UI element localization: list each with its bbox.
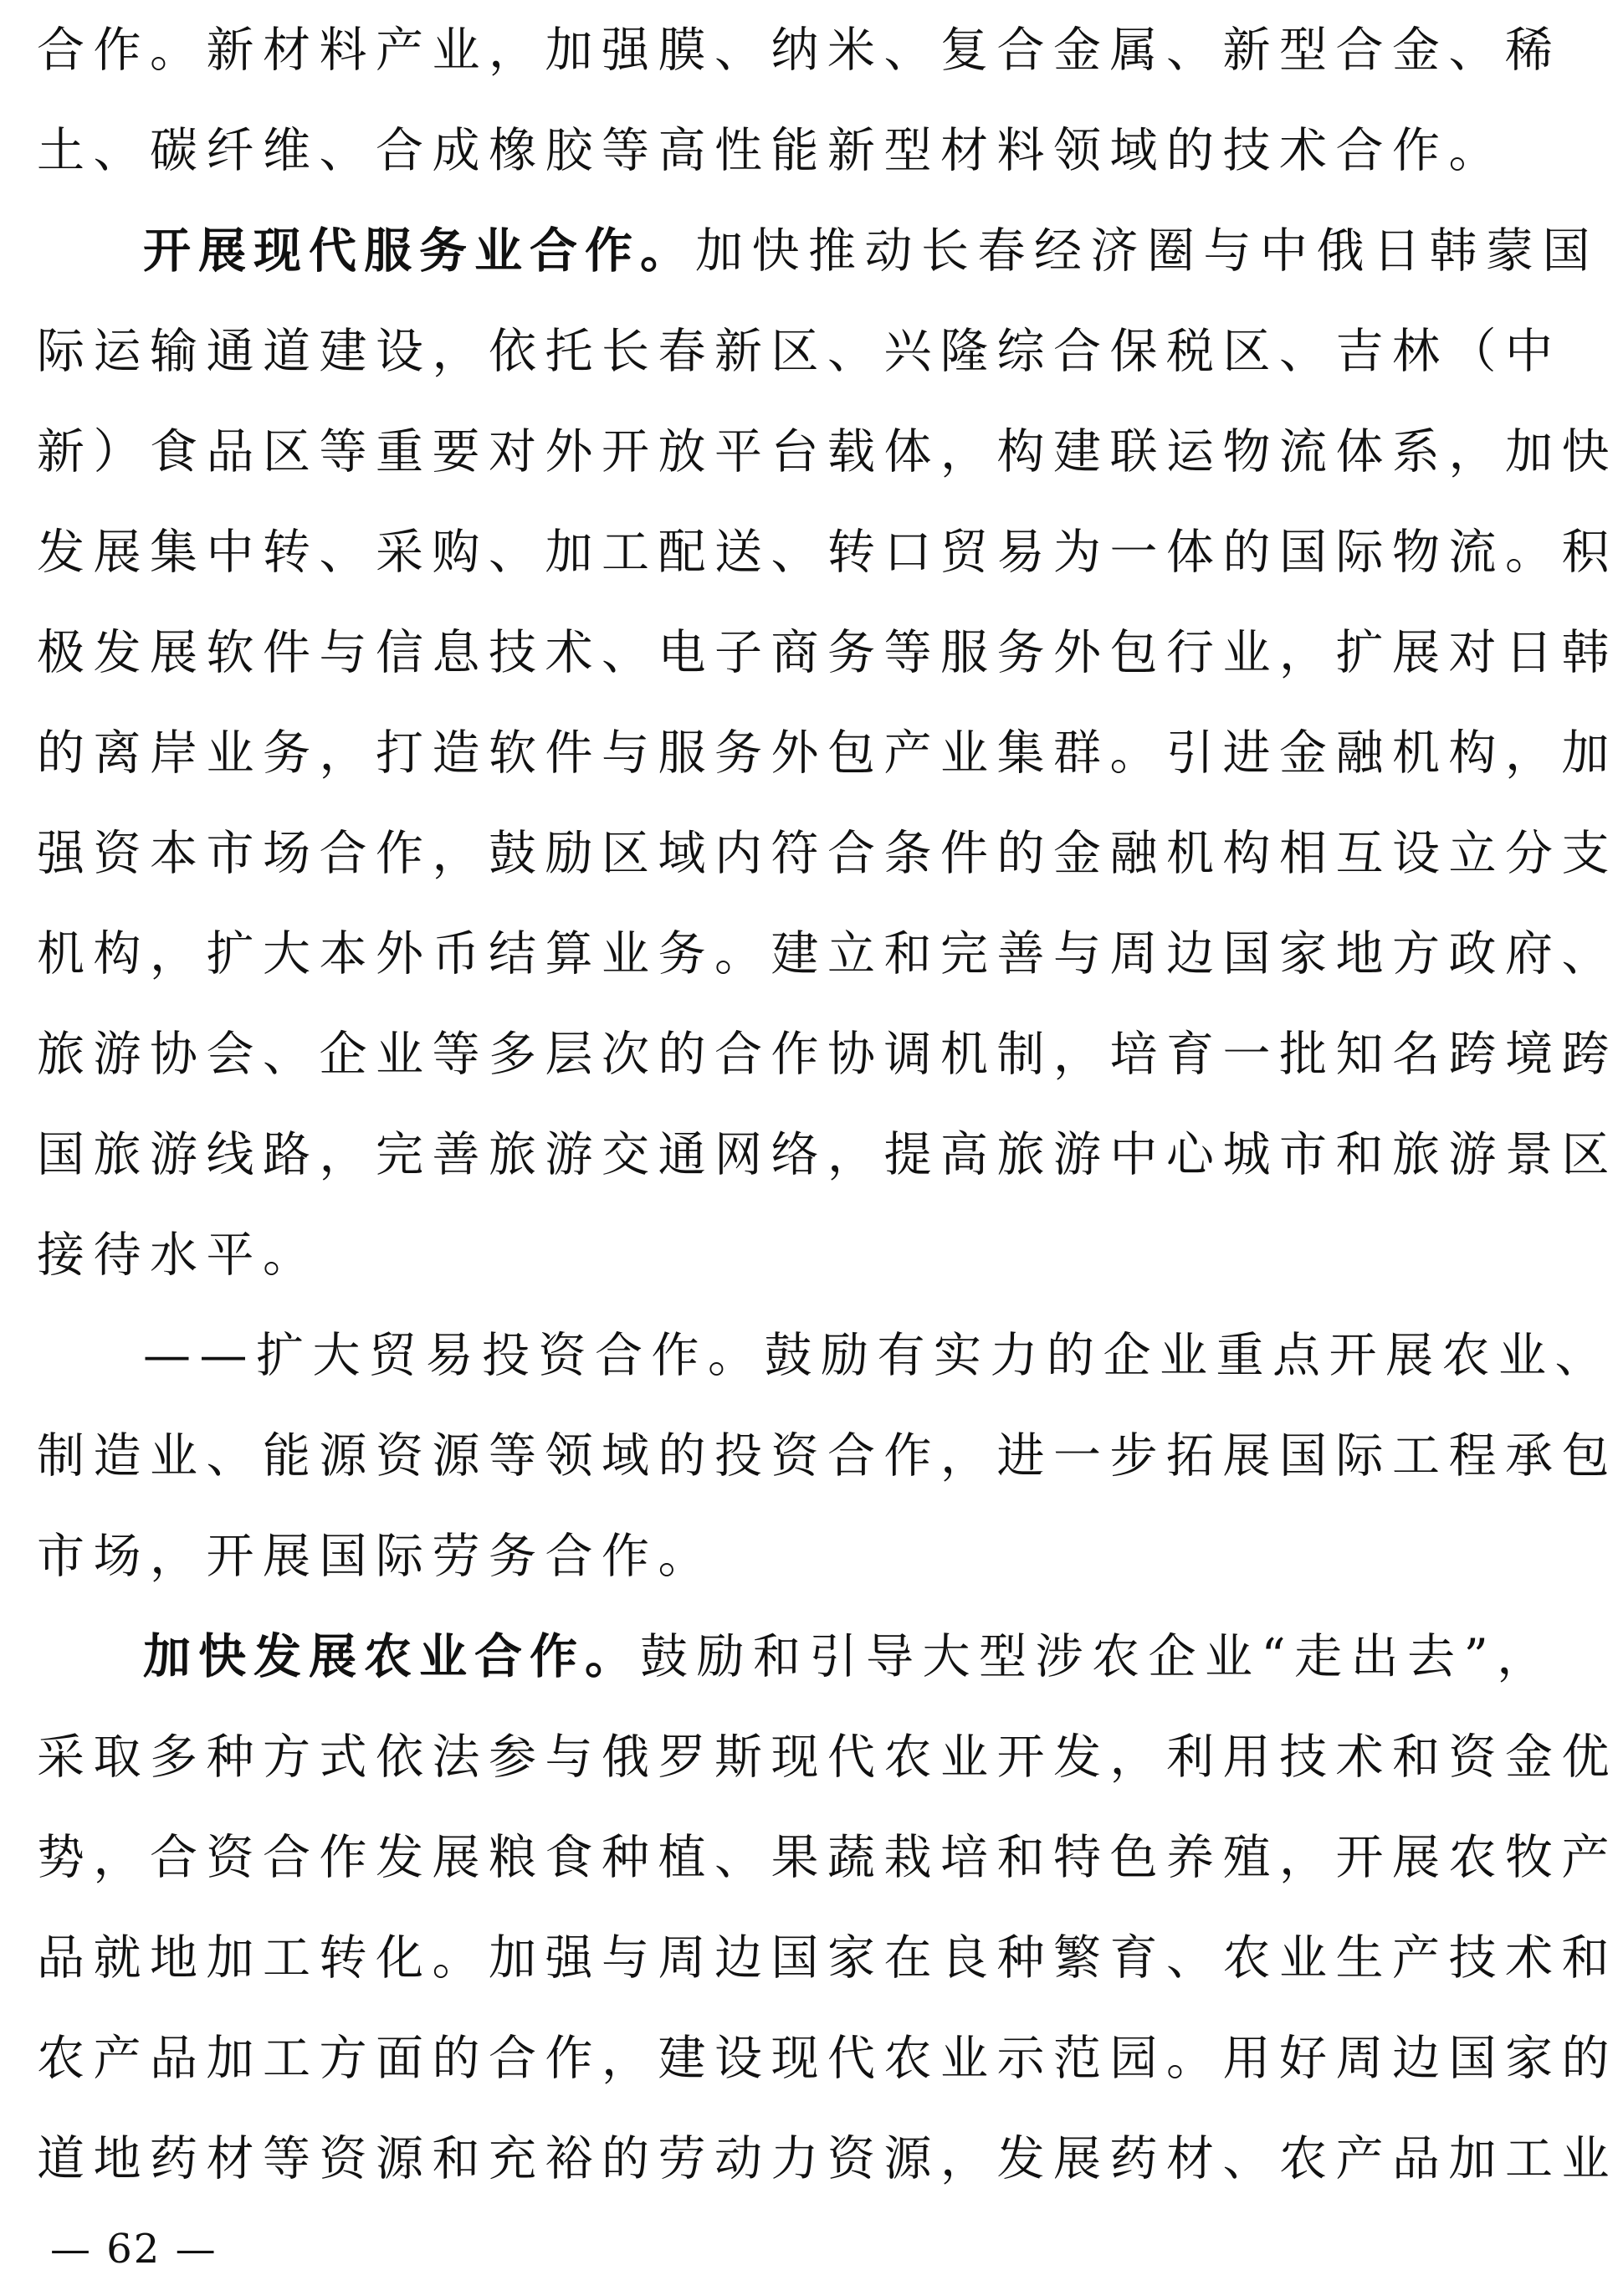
text-line: 发展集中转、采购、加工配送、转口贸易为一体的国际物流。积 bbox=[37, 525, 1618, 580]
text-line: 农产品加工方面的合作，建设现代农业示范园。用好周边国家的 bbox=[37, 2031, 1618, 2086]
text-run: 加快推动长春经济圈与中俄日韩蒙国 bbox=[695, 223, 1599, 279]
paragraph bbox=[37, 201, 1618, 1305]
page-number: — 62 — bbox=[50, 2226, 218, 2273]
text-line: 土、碳纤维、合成橡胶等高性能新型材料领域的技术合作。 bbox=[37, 123, 1505, 178]
text-line: ——扩大贸易投资合作。鼓励有实力的企业重点开展农业、 bbox=[143, 1328, 1611, 1383]
text-line bbox=[37, 1607, 1554, 1707]
text-line: 制造业、能源资源等领域的投资合作，进一步拓展国际工程承包 bbox=[37, 1428, 1618, 1484]
paragraph bbox=[37, 1305, 1618, 1607]
document-page bbox=[37, 0, 1618, 2209]
text-line: 接待水平。 bbox=[37, 1227, 320, 1283]
text-line: 的离岸业务，打造软件与服务外包产业集群。引进金融机构，加 bbox=[37, 725, 1618, 781]
text-line: 国旅游线路，完善旅游交通网络，提高旅游中心城市和旅游景区 bbox=[37, 1127, 1618, 1182]
text-line: 际运输通道建设，依托长春新区、兴隆综合保税区、吉林（中 bbox=[37, 324, 1562, 379]
text-line bbox=[37, 201, 1599, 301]
text-line: 强资本市场合作，鼓励区域内符合条件的金融机构相互设立分支 bbox=[37, 826, 1618, 881]
paragraph bbox=[37, 1607, 1618, 2209]
paragraph-heading: 开展现代服务业合作。 bbox=[143, 223, 695, 279]
text-line: 道地药材等资源和充裕的劳动力资源，发展药材、农产品加工业 bbox=[37, 2131, 1618, 2186]
text-line: 势，合资合作发展粮食种植、果蔬栽培和特色养殖，开展农牧产 bbox=[37, 1830, 1618, 1885]
text-run: 鼓励和引导大型涉农企业“走出去”， bbox=[640, 1629, 1554, 1684]
text-line: 机构，扩大本外币结算业务。建立和完善与周边国家地方政府、 bbox=[37, 926, 1618, 981]
text-line: 市场，开展国际劳务合作。 bbox=[37, 1529, 714, 1584]
text-line: 极发展软件与信息技术、电子商务等服务外包行业，扩展对日韩 bbox=[37, 625, 1618, 680]
text-line: 旅游协会、企业等多层次的合作协调机制，培育一批知名跨境跨 bbox=[37, 1027, 1618, 1082]
text-line: 采取多种方式依法参与俄罗斯现代农业开发，利用技术和资金优 bbox=[37, 1730, 1618, 1785]
text-line: 品就地加工转化。加强与周边国家在良种繁育、农业生产技术和 bbox=[37, 1930, 1618, 1986]
text-line: 合作。新材料产业，加强膜、纳米、复合金属、新型合金、稀 bbox=[37, 23, 1562, 78]
paragraph bbox=[37, 0, 1562, 201]
paragraph-heading: 加快发展农业合作。 bbox=[143, 1629, 640, 1684]
text-line: 新）食品区等重要对外开放平台载体，构建联运物流体系，加快 bbox=[37, 424, 1618, 479]
